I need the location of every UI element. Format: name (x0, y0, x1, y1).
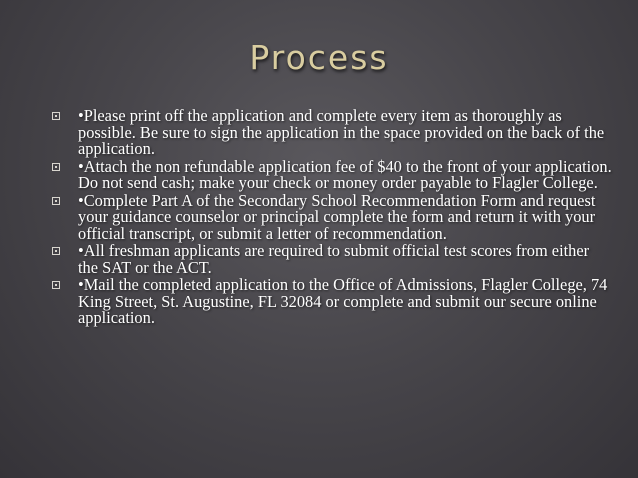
list-item-text: •Complete Part A of the Secondary School Recommendation Form and request your guidance counselor or principal complete the form and return it with your official transcript, or submit a letter of recommendation. (78, 190, 596, 243)
list-item-text: •All freshman applicants are required to submit official test scores from either the SAT or the ACT. (78, 241, 590, 277)
square-bullet-icon (52, 163, 60, 171)
square-bullet-icon (52, 247, 60, 255)
list-item (52, 156, 612, 192)
list-item-text: •Attach the non refundable application fee of $40 to the front of your application. Do not send cash; make your check or money order payable to Flagler College. (78, 156, 612, 192)
bullet-list (52, 108, 612, 328)
square-bullet-icon (52, 112, 60, 120)
square-bullet-icon (52, 197, 60, 205)
list-item (52, 277, 612, 327)
list-item (52, 108, 612, 158)
slide-title: Process (249, 38, 389, 77)
list-item (52, 243, 612, 276)
list-item-text: •Please print off the application and complete every item as thoroughly as possible. Be sure to sign the application in the space provided on the back of the application. (78, 106, 605, 158)
square-bullet-icon (52, 281, 60, 289)
list-item (52, 190, 612, 243)
list-item-text: •Mail the completed application to the Office of Admissions, Flagler College, 74 King Street, St. Augustine, FL 32084 or complete and submit our secure online application. (78, 275, 608, 327)
